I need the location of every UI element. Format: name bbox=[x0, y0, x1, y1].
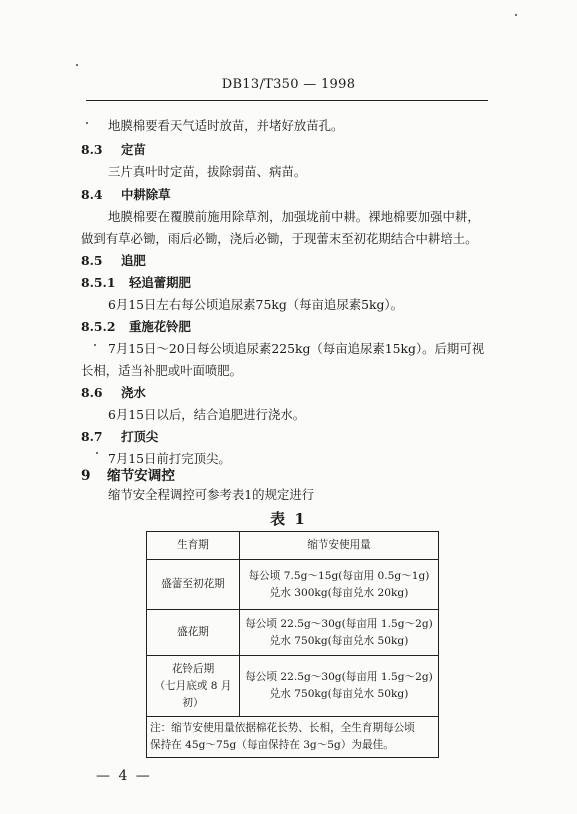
header-rule bbox=[86, 100, 488, 101]
table-row bbox=[147, 656, 439, 717]
page-number: — 4 — bbox=[96, 768, 152, 784]
table-header-cell: 生育期 bbox=[147, 532, 240, 560]
section-8-3-text: 三片真叶时定苗，拔除弱苗、病苗。 bbox=[108, 164, 307, 179]
table-note-row bbox=[147, 717, 439, 758]
dosage-table bbox=[146, 531, 439, 758]
section-8-7-heading bbox=[81, 428, 158, 446]
section-9-text: 缩节安全程调控可参考表1的规定进行 bbox=[108, 487, 315, 502]
section-title: 轻追蕾期肥 bbox=[129, 275, 191, 290]
table-note bbox=[147, 717, 439, 758]
dosage-cell bbox=[240, 656, 439, 717]
section-8-5-heading bbox=[81, 252, 146, 270]
section-9-heading bbox=[81, 464, 175, 488]
stage-cell: 盛花期 bbox=[147, 610, 240, 656]
section-8-6-text: 6月15日以后，结合追肥进行浇水。 bbox=[108, 407, 306, 422]
section-number: 8.4 bbox=[81, 187, 103, 202]
stage-cell: 盛蕾至初花期 bbox=[147, 560, 240, 610]
dosage-cell bbox=[240, 610, 439, 656]
scan-speck bbox=[76, 64, 78, 66]
section-8-5-2-heading bbox=[81, 318, 191, 336]
dosage-line: 兑水 750kg(每亩兑水 50kg) bbox=[269, 688, 409, 700]
scan-speck bbox=[86, 122, 88, 124]
note-line: 注：缩节安使用量依据棉花长势、长相，全生育期每公顷 bbox=[150, 722, 415, 734]
table-row bbox=[147, 560, 439, 610]
section-title: 缩节安调控 bbox=[107, 468, 175, 484]
section-number: 8.6 bbox=[81, 385, 103, 400]
dosage-line: 每公顷 22.5g～30g(每亩用 1.5g～2g) bbox=[245, 617, 433, 630]
stage-cell bbox=[147, 656, 240, 717]
section-number: 9 bbox=[81, 468, 91, 484]
table-row bbox=[147, 610, 439, 656]
section-title: 追肥 bbox=[121, 253, 146, 268]
stage-line: 花铃后期 bbox=[171, 662, 215, 675]
section-number: 8.3 bbox=[81, 142, 103, 157]
stage-line: 初） bbox=[182, 696, 204, 709]
intro-line: 地膜棉要看天气适时放苗，并堵好放苗孔。 bbox=[108, 118, 344, 133]
section-number: 8.5.2 bbox=[81, 319, 116, 334]
section-8-5-2-text-1: 7月15日～20日每公顷追尿素225kg（每亩追尿素15kg）。后期可视 bbox=[108, 341, 485, 356]
section-8-4-text-2: 做到有草必锄，雨后必锄，浇后必锄，于现蕾末至初花期结合中耕培土。 bbox=[81, 231, 478, 246]
dosage-line: 兑水 300kg(每亩兑水 20kg) bbox=[269, 586, 409, 599]
section-title: 定苗 bbox=[121, 142, 146, 157]
section-number: 8.5.1 bbox=[81, 275, 116, 290]
dosage-line: 每公顷 22.5g～30g(每亩用 1.5g～2g) bbox=[245, 671, 433, 683]
table-header-row bbox=[147, 532, 439, 560]
section-8-6-heading bbox=[81, 384, 146, 402]
section-8-5-1-heading bbox=[81, 274, 191, 292]
scan-speck bbox=[94, 344, 96, 346]
scan-speck bbox=[515, 14, 517, 16]
dosage-line: 每公顷 7.5g～15g(每亩用 0.5g～1g) bbox=[248, 569, 430, 582]
dosage-line: 兑水 750kg(每亩兑水 50kg) bbox=[269, 634, 409, 647]
section-title: 浇水 bbox=[121, 385, 146, 400]
table-header-cell: 缩节安使用量 bbox=[240, 532, 439, 560]
standard-code: DB13/T350 — 1998 bbox=[221, 77, 356, 92]
stage-line: （七月底或 8 月 bbox=[154, 679, 232, 692]
section-8-5-2-text-2: 长相，适当补肥或叶面喷肥。 bbox=[81, 363, 243, 378]
section-8-4-text-1: 地膜棉要在覆膜前施用除草剂，加强垅前中耕。裸地棉要加强中耕， bbox=[108, 209, 480, 224]
section-8-3-heading bbox=[81, 141, 146, 159]
section-title: 打顶尖 bbox=[121, 429, 159, 444]
scan-speck bbox=[96, 452, 98, 454]
section-8-5-1-text: 6月15日左右每公顷追尿素75kg（每亩追尿素5kg）。 bbox=[108, 297, 404, 312]
note-line: 保持在 45g～75g（每亩保持在 3g～5g）为最佳。 bbox=[150, 739, 394, 751]
section-8-4-heading bbox=[81, 186, 171, 204]
section-number: 8.7 bbox=[81, 429, 103, 444]
section-title: 中耕除草 bbox=[121, 187, 171, 202]
section-title: 重施花铃肥 bbox=[129, 319, 191, 334]
section-8-7-text: 7月15日前打完顶尖。 bbox=[108, 451, 231, 466]
table-title: 表 1 bbox=[270, 510, 307, 528]
dosage-cell bbox=[240, 560, 439, 610]
section-number: 8.5 bbox=[81, 253, 103, 268]
